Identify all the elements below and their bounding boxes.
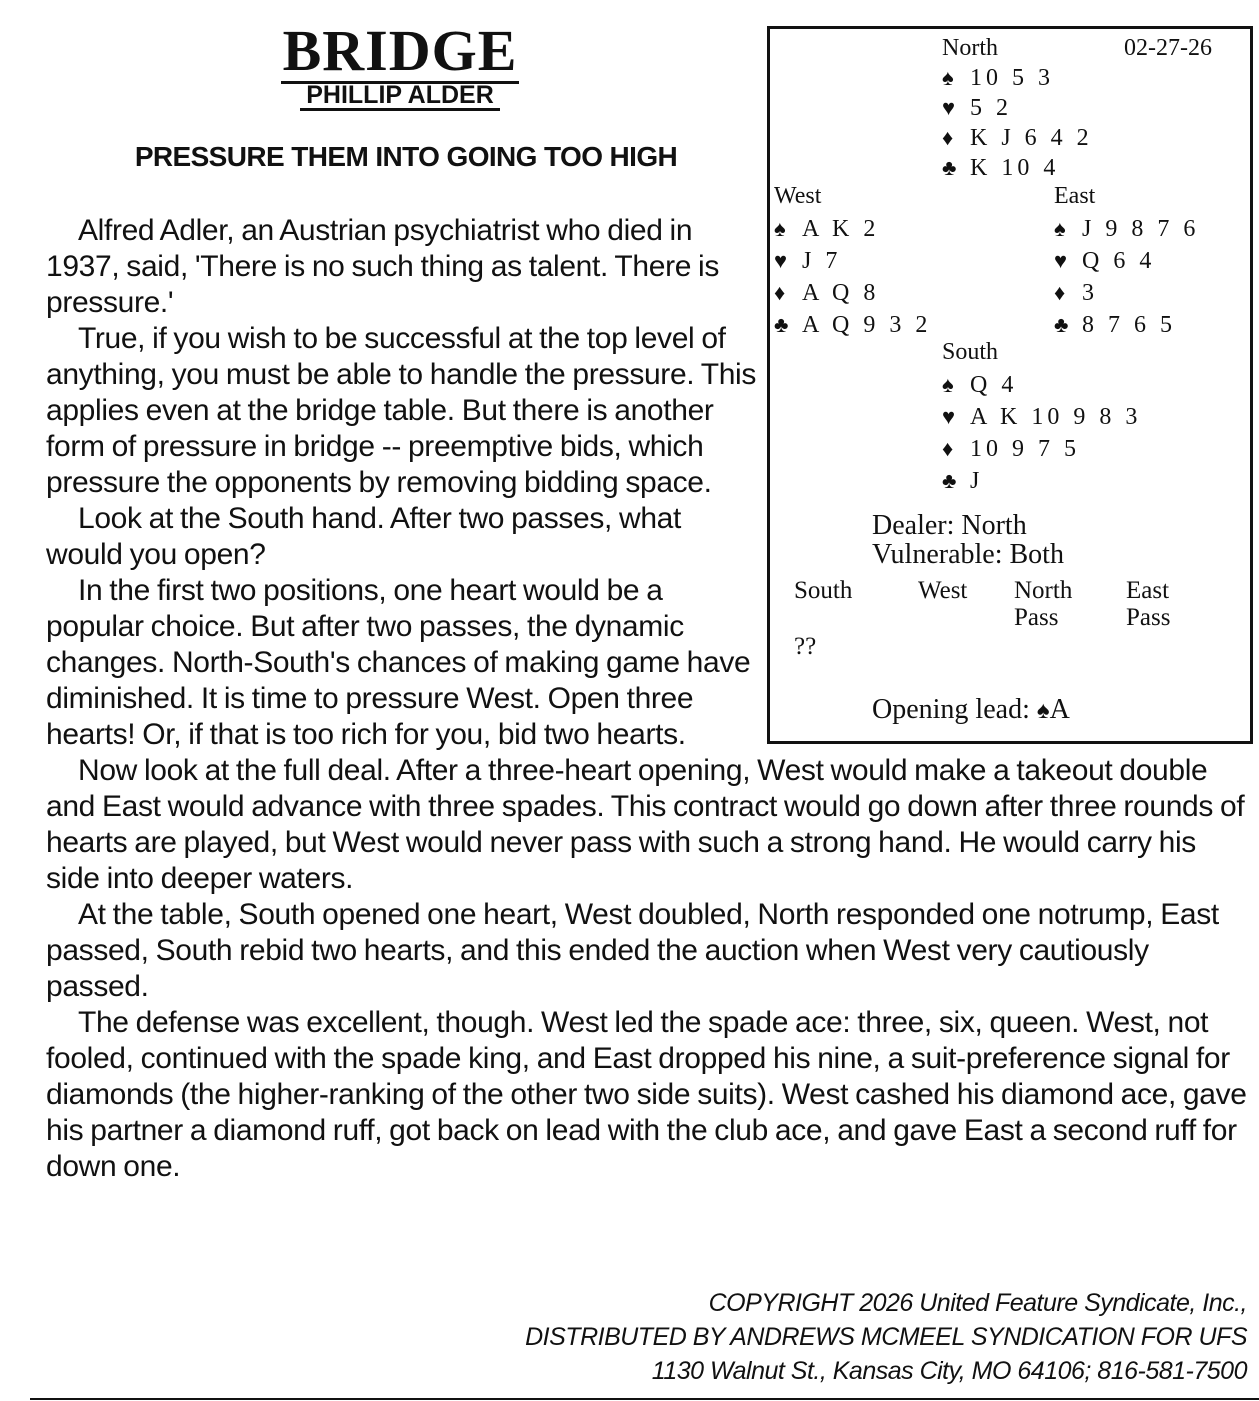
auction-call: ?? bbox=[794, 633, 817, 660]
dealer-info: Dealer: North bbox=[872, 510, 1027, 541]
auction-header: North bbox=[1014, 577, 1073, 604]
opening-lead-card: A bbox=[1049, 694, 1070, 725]
copyright-line: COPYRIGHT 2026 United Feature Syndicate, Inc., bbox=[708, 1289, 1247, 1317]
auction-call: Pass bbox=[1014, 604, 1059, 631]
article-paragraph: Now look at the full deal. After a three-heart opening, West would make a takeout double and East would advance with three spades. This contract would go down after three rounds of hearts are played, but West would never pass with such a strong hand. He would carry his side into deeper waters. bbox=[46, 754, 1245, 895]
north-label: North bbox=[942, 35, 998, 61]
spade-icon: ♠ bbox=[774, 216, 786, 241]
bridge-diagram bbox=[767, 26, 1253, 744]
footer-divider bbox=[30, 1398, 1259, 1400]
south-label: South bbox=[942, 339, 999, 365]
distribution-line: DISTRIBUTED BY ANDREWS MCMEEL SYNDICATION FOR UFS bbox=[525, 1323, 1247, 1351]
auction-header: West bbox=[918, 577, 968, 604]
masthead bbox=[240, 18, 560, 111]
club-icon: ♣ bbox=[942, 468, 957, 493]
diagram-date: 02-27-26 bbox=[1124, 35, 1212, 61]
club-icon: ♣ bbox=[774, 312, 789, 337]
heart-icon: ♥ bbox=[942, 404, 956, 429]
spade-icon: ♠ bbox=[1036, 698, 1050, 724]
auction-west-column bbox=[918, 577, 967, 604]
opening-lead-label: Opening lead: bbox=[872, 694, 1030, 725]
article-headline: PRESSURE THEM INTO GOING TOO HIGH bbox=[134, 141, 678, 172]
east-label: East bbox=[1054, 183, 1096, 209]
spade-icon: ♠ bbox=[942, 372, 954, 397]
west-hand: ♠ A K 2 ♥ J 7 ♦ A Q 8 ♣ A Q 9 3 2 bbox=[774, 213, 931, 341]
west-label: West bbox=[774, 183, 822, 209]
east-hand: ♠ J 9 8 7 6 ♥ Q 6 4 ♦ 3 ♣ 8 7 6 5 bbox=[1054, 213, 1199, 341]
diamond-icon: ♦ bbox=[942, 125, 954, 150]
heart-icon: ♥ bbox=[774, 248, 788, 273]
auction-south-column bbox=[794, 577, 852, 660]
author-byline: PHILLIP ALDER bbox=[300, 82, 500, 111]
club-icon: ♣ bbox=[1054, 312, 1069, 337]
auction-call: Pass bbox=[1126, 604, 1171, 631]
club-icon: ♣ bbox=[942, 155, 957, 180]
opening-lead bbox=[872, 695, 1070, 726]
article-paragraph: Alfred Adler, an Austrian psychiatrist who died in 1937, said, 'There is no such thing as talent. There is pressure.' bbox=[46, 214, 719, 319]
auction-header: South bbox=[794, 577, 853, 604]
article-paragraph: The defense was excellent, though. West led the spade ace: three, six, queen. West, not fooled, continued with the spade king, and East dropped his nine, a suit-preference signal for diamonds (the higher-ranking of the other two side suits). West cashed his diamond ace, gave his partner a diamond ruff, got back on lead with the club ace, and gave East a second ruff for down one. bbox=[46, 1006, 1247, 1183]
copyright-footer bbox=[525, 1286, 1247, 1388]
diamond-icon: ♦ bbox=[942, 436, 954, 461]
heart-icon: ♥ bbox=[1054, 248, 1068, 273]
auction-east-column bbox=[1126, 577, 1170, 631]
column-title: BRIDGE bbox=[282, 18, 518, 83]
south-hand: ♠ Q 4 ♥ A K 10 9 8 3 ♦ 10 9 7 5 ♣ J bbox=[942, 369, 1141, 497]
article-paragraph: True, if you wish to be successful at the top level of anything, you must be able to handle the pressure. This applies even at the bridge table. But there is another form of pressure in bridge -- preemptive bids, which pressure the opponents by removing bidding space. bbox=[46, 322, 756, 499]
address-line: 1130 Walnut St., Kansas City, MO 64106; 816-581-7500 bbox=[651, 1357, 1247, 1385]
article-paragraph: In the first two positions, one heart would be a popular choice. But after two passes, the dynamic changes. North-South's chances of making game have diminished. It is time to pressure West. Open three hearts! Or, if that is too rich for you, bid two hearts. bbox=[46, 574, 751, 751]
auction-header: East bbox=[1126, 577, 1170, 604]
north-hand: ♠ 10 5 3 ♥ 5 2 ♦ K J 6 4 2 ♣ K 10 4 bbox=[942, 65, 1093, 181]
spade-icon: ♠ bbox=[1054, 216, 1066, 241]
auction-north-column bbox=[1014, 577, 1072, 631]
vulnerability-info: Vulnerable: Both bbox=[872, 539, 1064, 570]
heart-icon: ♥ bbox=[942, 95, 956, 120]
spade-icon: ♠ bbox=[942, 65, 954, 90]
diamond-icon: ♦ bbox=[774, 280, 786, 305]
diamond-icon: ♦ bbox=[1054, 280, 1066, 305]
article-paragraph: At the table, South opened one heart, West doubled, North responded one notrump, East passed, South rebid two hearts, and this ended the auction when West very cautiously passed. bbox=[46, 898, 1219, 1003]
article-paragraph: Look at the South hand. After two passes, what would you open? bbox=[46, 502, 681, 571]
